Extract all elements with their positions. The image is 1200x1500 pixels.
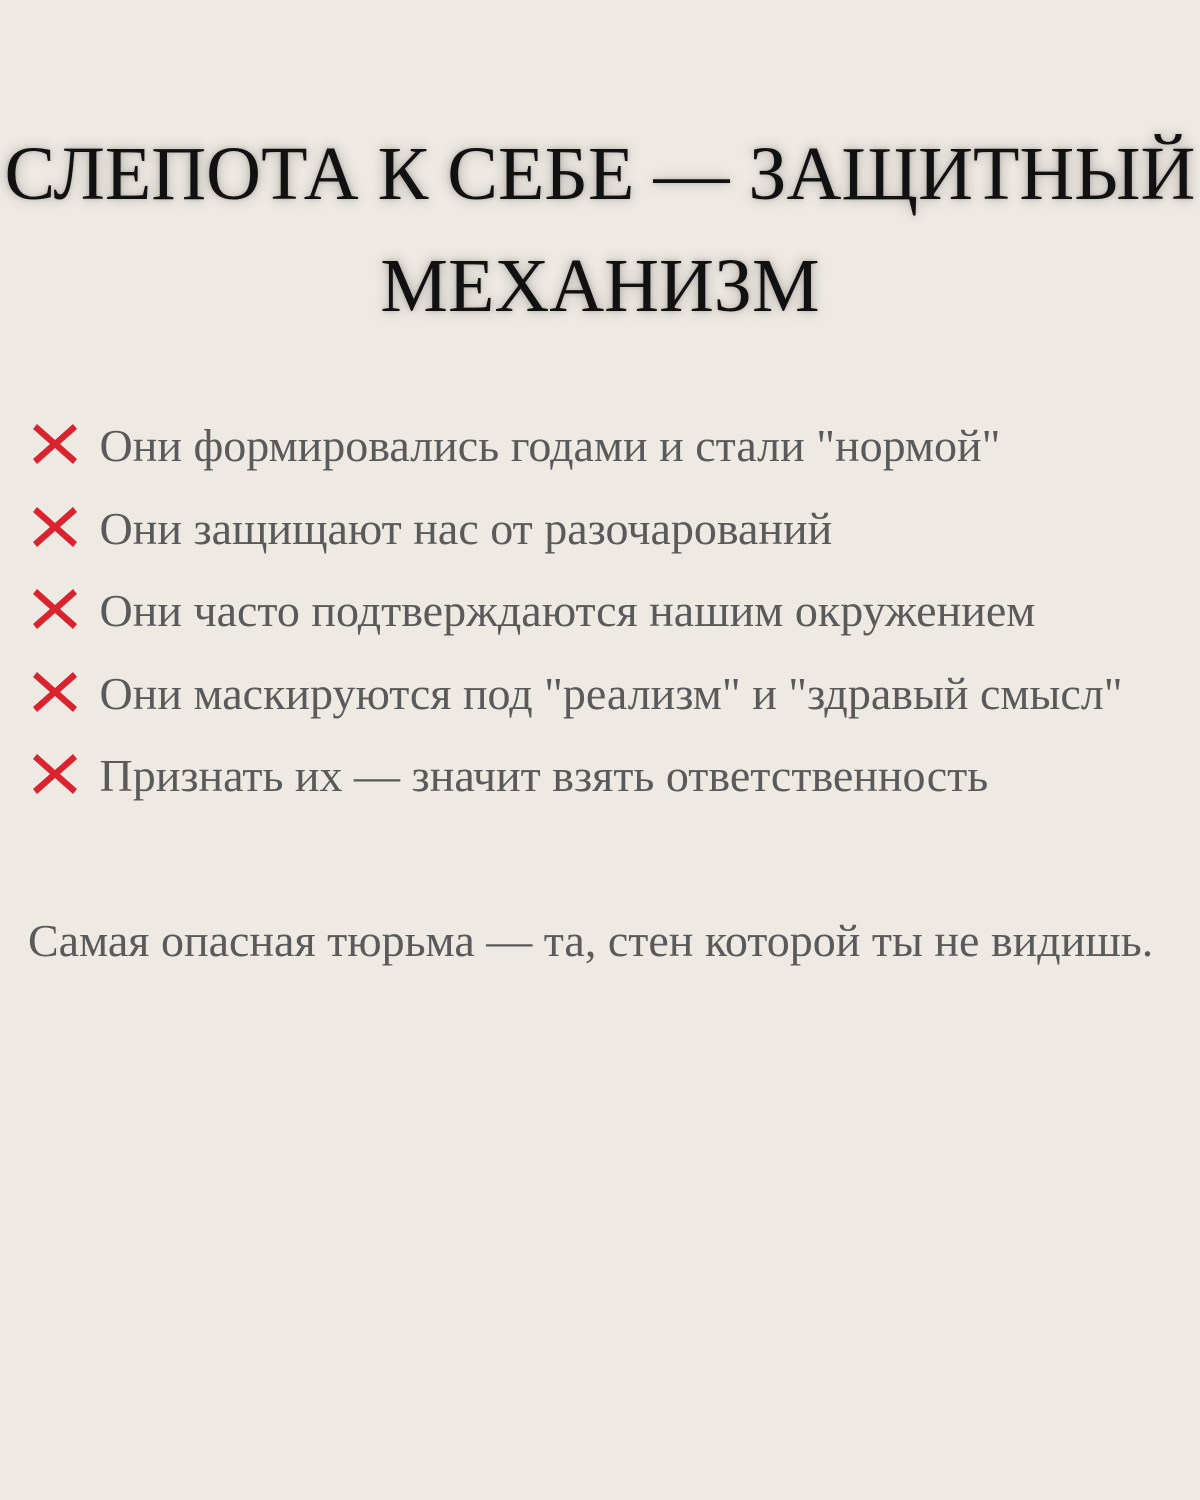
cross-mark-icon [28,417,82,471]
list-item [28,570,1172,653]
list-item [28,735,1172,818]
list-item-text: Они часто подтверждаются нашим окружением [99,585,1036,636]
conclusion-text: Самая опасная тюрьма — та, стен которой ты не видишь. [28,914,1154,966]
title-line-1: СЛЕПОТА К СЕБЕ — ЗАЩИТНЫЙ [4,132,1196,216]
content [28,405,1172,982]
list-item-text: Признать их — значит взять ответственность [99,750,989,801]
title-line-2: МЕХАНИЗМ [380,244,820,328]
cross-mark-icon [28,500,82,554]
page-title [0,118,1200,342]
cross-mark-icon [28,665,82,719]
list-item [28,488,1172,571]
list-item-text: Они формировались годами и стали "нормой" [99,420,1001,471]
cross-mark-icon [28,582,82,636]
cross-mark-icon [28,747,82,801]
list-item-text: Они маскируются под "реализм" и "здравый смысл" [99,667,1123,719]
list-item-text: Они защищают нас от разочарований [99,502,833,554]
list-item [28,653,1172,736]
list-item [28,405,1172,488]
